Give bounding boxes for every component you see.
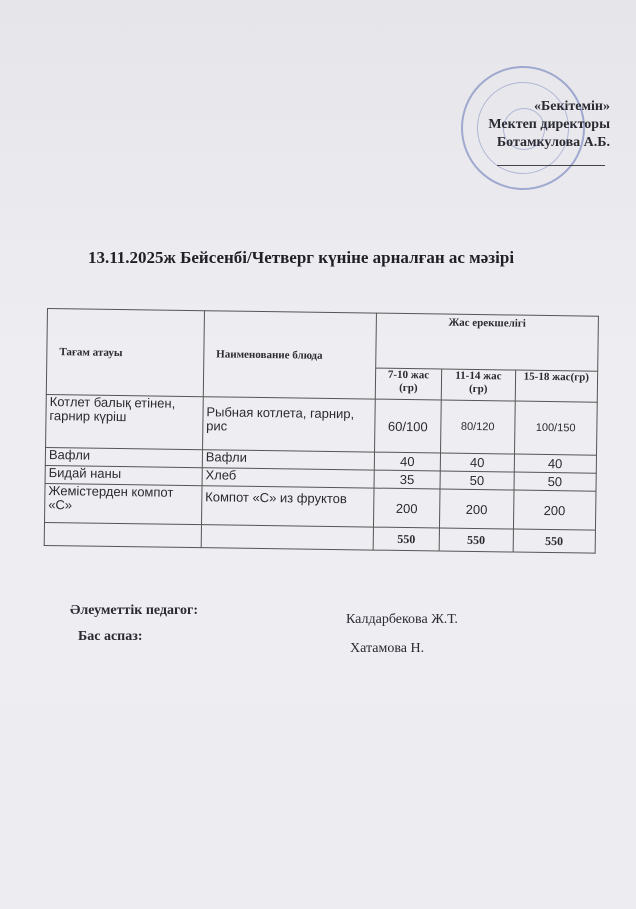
totals-empty-kz: [44, 522, 201, 547]
dish-kz: Котлет балық етінен, гарнир күріш: [46, 394, 204, 449]
social-pedagogue-name: Калдарбекова Ж.Т.: [346, 612, 458, 627]
dish-ru: Вафли: [202, 450, 374, 470]
page-title: 13.11.2025ж Бейсенбі/Четверг күніне арналған ас мәзірі: [88, 248, 515, 267]
dish-ru: Компот «С» из фруктов: [201, 486, 373, 527]
portion-7-10: 40: [374, 452, 441, 471]
header-dish-kz: Тағам атауы: [46, 309, 204, 397]
total-11-14: 550: [439, 528, 513, 552]
social-pedagogue-label: Әлеуметтік педагог:: [70, 603, 199, 618]
header-age-15-18: 15-18 жас(гр): [515, 370, 598, 402]
portion-11-14: 40: [440, 453, 514, 472]
table-header-row: [47, 309, 599, 372]
portion-15-18: 200: [513, 490, 596, 530]
head-cook-name: Хатамова Н.: [350, 641, 425, 656]
portion-7-10: 60/100: [374, 399, 441, 453]
total-15-18: 550: [513, 529, 596, 553]
menu-table: [44, 308, 599, 554]
dish-kz: Бидай наны: [45, 465, 202, 485]
approval-position: Мектеп директоры: [488, 117, 610, 132]
head-cook-label: Бас аспаз:: [78, 629, 143, 644]
approval-director-name: Ботамкулова А.Б.: [496, 135, 610, 150]
signature-line: [497, 165, 605, 166]
portion-7-10: 200: [373, 488, 440, 528]
portion-11-14: 200: [440, 489, 514, 529]
header-dish-ru: Наименование блюда: [203, 311, 376, 399]
portion-7-10: 35: [374, 470, 441, 489]
header-age-group: Жас ерекшелігі: [375, 313, 598, 371]
header-age-7-10: 7-10 жас (гр): [375, 368, 442, 400]
dish-ru: Рыбная котлета, гарнир, рис: [202, 397, 375, 452]
portion-11-14: 80/120: [441, 400, 515, 454]
header-age-11-14: 11-14 жас (гр): [441, 369, 515, 401]
approval-heading: «Бекітемін»: [533, 99, 610, 114]
dish-kz: Вафли: [45, 447, 202, 467]
portion-15-18: 100/150: [514, 401, 597, 455]
table-row: [46, 394, 598, 455]
total-7-10: 550: [373, 527, 440, 551]
portion-11-14: 50: [440, 471, 514, 490]
dish-kz: Жемістерден компот «С»: [45, 483, 202, 524]
approval-block: [488, 98, 610, 152]
portion-15-18: 50: [514, 472, 597, 491]
portion-15-18: 40: [514, 454, 597, 473]
dish-ru: Хлеб: [202, 468, 374, 488]
totals-empty-ru: [201, 525, 373, 550]
